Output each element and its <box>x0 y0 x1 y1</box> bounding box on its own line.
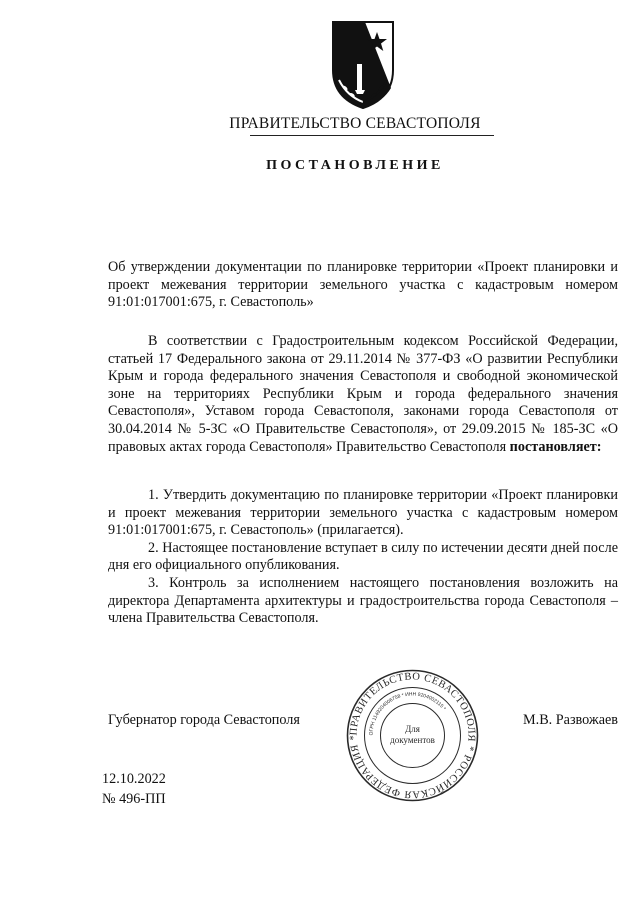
resolution-items <box>108 487 618 628</box>
document-footer <box>102 769 166 809</box>
document-subject <box>108 259 618 312</box>
document-type: ПОСТАНОВЛЕНИЕ <box>266 158 444 173</box>
stamp-outer-text: ПРАВИТЕЛЬСТВО СЕВАСТОПОЛЯ * РОССИЙСКАЯ ФЕДЕРАЦИЯ * <box>348 671 477 800</box>
stamp-inner-text: ОГРН 1149204006758 * ИНН 9204002115 * <box>368 691 447 736</box>
signer-name: М.В. Развожаев <box>523 712 618 728</box>
document-date: 12.10.2022 <box>102 771 166 787</box>
stamp-center-line2: документов <box>390 735 435 745</box>
document-number: № 496-ПП <box>102 791 166 807</box>
preamble <box>108 333 618 456</box>
resolution-item: 2. Настоящее постановление вступает в силу по истечении десяти дней после дня его официального опубликования. <box>108 539 618 574</box>
government-title: ПРАВИТЕЛЬСТВО СЕВАСТОПОЛЯ <box>229 115 481 132</box>
resolution-item: 3. Контроль за исполнением настоящего постановления возложить на директора Департамента архитектуры и градостроительства города Севастополя – члена Правительства Севастополя. <box>108 574 618 627</box>
signer-position: Губернатор города Севастополя <box>108 712 300 728</box>
title-underline <box>250 135 494 136</box>
official-stamp <box>345 668 480 803</box>
stamp-center-line1: Для <box>405 724 420 734</box>
subject-text: Об утверждении документации по планировке территории «Проект планировки и проект межевания территории земельного участка с кадастровым номером 91:01:017001:675, г. Севастополь» <box>108 259 618 311</box>
decision-word: постановляет: <box>509 438 602 455</box>
resolution-item: 1. Утвердить документацию по планировке территории «Проект планировки и проект межевания территории земельного участка с кадастровым номером 91:01:017001:675, г. Севастополь» (прилагается). <box>108 487 618 539</box>
preamble-paragraph <box>108 333 618 456</box>
sevastopol-coat-of-arms-icon <box>325 18 401 112</box>
preamble-text: В соответствии с Градостроительным кодексом Российской Федерации, статьей 17 Федерального закона от 29.11.2014 № 377-ФЗ «О развитии Республики Крым и города федерального значения Севастополя и свободной экономической зоне на территориях Республики Крым и города федерального значения Севастополя», Уставом города Севастополя, законами города Севастополя от 30.04.2014 № 5-ЗС «О Правительстве Севастополя», от 29.09.2015 № 185-ЗС «О правовых актах города Севастополя» Правительство Севастополя <box>108 333 618 455</box>
